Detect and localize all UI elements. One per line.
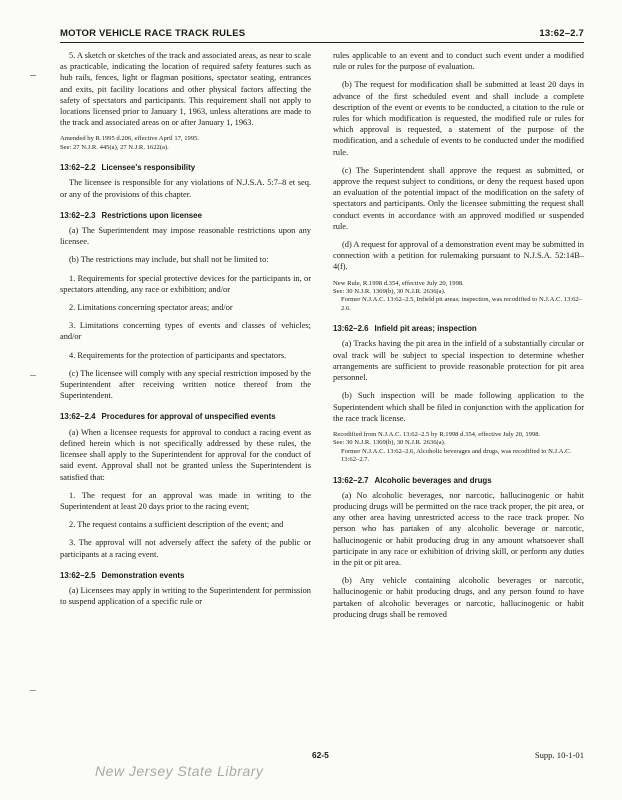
section-title: Procedures for approval of unspecified events xyxy=(101,412,276,422)
right-column xyxy=(333,50,584,627)
paragraph: (a) When a licensee requests for approval to conduct a racing event as defined herein which is not specifically addressed by these rules, the licensee shall apply to the Superintendent for approval for the conduct of said event. Approval shall not be granted unless the Superintendent is satisfied that: xyxy=(60,427,311,482)
header-section-number: 13:62–2.7 xyxy=(539,28,584,39)
note-line: New Rule, R.1998 d.354, effective July 20, 1998. xyxy=(333,279,464,287)
list-item: 4. Requirements for the protection of participants and spectators. xyxy=(69,350,287,360)
paragraph: (b) The request for modification shall be submitted at least 20 days in advance of the first scheduled event and shall include a complete description of the event or events to be conducted, a citation to the rule or rules for which modification is requested, the modified rule or rules for which approval is requested, a statement of the purpose of the modification, and a schedule of events to be conducted under the modified rule. xyxy=(333,80,584,157)
list-item: 2. The request contains a sufficient description of the event; and xyxy=(69,520,284,530)
paragraph: 5. A sketch or sketches of the track and associated areas, as near to scale as practicable, indicating the location of required safety features such as hub rails, fences, light or flagman positions, spectator seating, entrances and exits, pit facility locations and other physical factors affecting the safety of spectators and participants. This requirement shall not apply to locations licensed prior to January 1, 1963, unless alterations are made to the track and associated areas on or after January 1, 1963. xyxy=(60,51,311,128)
note-line: Recodified from N.J.A.C. 13:62–2.5 by R.1998 d.354, effective July 20, 1998. xyxy=(333,430,541,438)
list-item: 1. The request for an approval was made in writing to the Superintendent at least 20 days prior to the racing event; xyxy=(60,490,311,511)
history-note xyxy=(60,135,311,152)
paragraph: The licensee is responsible for any violations of N.J.S.A. 5:7–8 et seq. or any of the provisions of this chapter. xyxy=(60,178,311,199)
note-line: See: 30 N.J.R. 1369(b), 30 N.J.R. 2636(a). xyxy=(333,288,446,296)
note-line: Former N.J.A.C. 13:62–2.6, Alcoholic beverages and drugs, was recodified to N.J.A.C. 13:62–2.7. xyxy=(341,447,572,464)
margin-mark xyxy=(30,75,36,76)
section-number: 13:62–2.6 xyxy=(333,324,369,334)
section-heading xyxy=(333,475,584,486)
paragraph: (a) Licensees may apply in writing to the Superintendent for permission to suspend application of a specific rule or xyxy=(60,585,311,607)
page-number: 62-5 xyxy=(312,750,329,760)
paragraph: (b) Such inspection will be made following application to the Superintendent which shall be filed in conjunction with the application for the race track license. xyxy=(333,391,584,423)
list-item: 3. Limitations concerning types of events and classes of vehicles; and/or xyxy=(60,321,311,342)
note-line: Amended by R.1995 d.206, effective April 17, 1995. xyxy=(60,135,200,143)
section-heading xyxy=(60,570,311,581)
section-heading xyxy=(333,323,584,334)
paragraph: (d) A request for approval of a demonstration event may be submitted in connection with a petition for rulemaking pursuant to N.J.S.A. 52:14B–4(f). xyxy=(333,240,584,272)
paragraph: (a) The Superintendent may impose reasonable restrictions upon any licensee. xyxy=(60,226,311,247)
section-number: 13:62–2.7 xyxy=(333,475,369,485)
library-watermark: New Jersey State Library xyxy=(95,763,264,779)
section-title: Alcoholic beverages and drugs xyxy=(374,475,492,485)
margin-mark xyxy=(30,375,36,376)
paragraph: (b) The restrictions may include, but shall not be limited to: xyxy=(69,255,269,265)
note-line: Former N.J.A.C. 13:62–2.5, Infield pit areas; inspection, was recodified to N.J.A.C. 13:62–2.6. xyxy=(341,296,583,312)
paragraph: rules applicable to an event and to conduct such event under a modified rule or rules for the purpose of evaluation. xyxy=(333,51,584,72)
list-item: 2. Limitations concerning spectator areas; and/or xyxy=(69,303,233,313)
left-column xyxy=(60,50,311,614)
section-title: Licensee's responsibility xyxy=(101,163,196,173)
supplement-date: Supp. 10-1-01 xyxy=(534,750,584,760)
section-number: 13:62–2.3 xyxy=(60,210,96,220)
section-title: Infield pit areas; inspection xyxy=(374,324,477,334)
note-line: See: 30 N.J.R. 1369(b), 30 N.J.R. 2636(a). xyxy=(333,439,446,447)
section-number: 13:62–2.2 xyxy=(60,163,96,173)
section-heading xyxy=(60,210,311,221)
section-title: Demonstration events xyxy=(101,570,185,580)
paragraph: (c) The Superintendent shall approve the request as submitted, or approve the request subject to conditions, or deny the request based upon an evaluation of the potential impact of the modification on the safety of spectators and participants. Only the licensee submitting the request shall conduct events in accordance with an approved modified or suspended rule. xyxy=(333,165,584,231)
paragraph: (c) The licensee will comply with any special restriction imposed by the Superintendent after receiving written notice thereof from the Superintendent. xyxy=(60,368,311,401)
paragraph: (b) Any vehicle containing alcoholic beverages or narcotic, hallucinogenic or habit producing drugs, and any person found to have partaken of alcoholic beverages or narcotic, hallucinogenic or habit producing drugs shall be removed xyxy=(333,576,584,619)
history-note xyxy=(333,431,584,465)
history-note xyxy=(333,280,584,314)
section-number: 13:62–2.4 xyxy=(60,412,96,422)
list-item: 1. Requirements for special protective devices for the participants in, or spectators attending, any race or exhibition; and/or xyxy=(60,273,311,294)
section-heading xyxy=(60,162,311,173)
paragraph: (a) Tracks having the pit area in the infield of a substantially circular or oval track will be subject to special inspection to determine whether arrangements are sufficient to provide reasonable protection for pit area personnel. xyxy=(333,339,584,383)
margin-mark xyxy=(30,690,36,691)
list-item: 3. The approval will not adversely affect the safety of the public or participants at a racing event. xyxy=(60,538,311,559)
running-header xyxy=(60,27,584,43)
header-title: MOTOR VEHICLE RACE TRACK RULES xyxy=(60,28,246,39)
section-title: Restrictions upon licensee xyxy=(101,210,202,220)
note-line: See: 27 N.J.R. 445(a), 27 N.J.R. 1622(a). xyxy=(60,143,169,151)
section-heading xyxy=(60,411,311,422)
paragraph: (a) No alcoholic beverages, nor narcotic, hallucinogenic or habit producing drugs will be permitted on the race track proper, the pit area, or any other area having unrestricted access to the race track proper. No person who has partaken of any alcoholic beverage or narcotic, hallucinogenic or habit producing drug in any amount whatsoever shall participate in any race or exhibition of driving skill, or perform any duties in the pit or pit area. xyxy=(333,490,584,567)
section-number: 13:62–2.5 xyxy=(60,570,96,580)
